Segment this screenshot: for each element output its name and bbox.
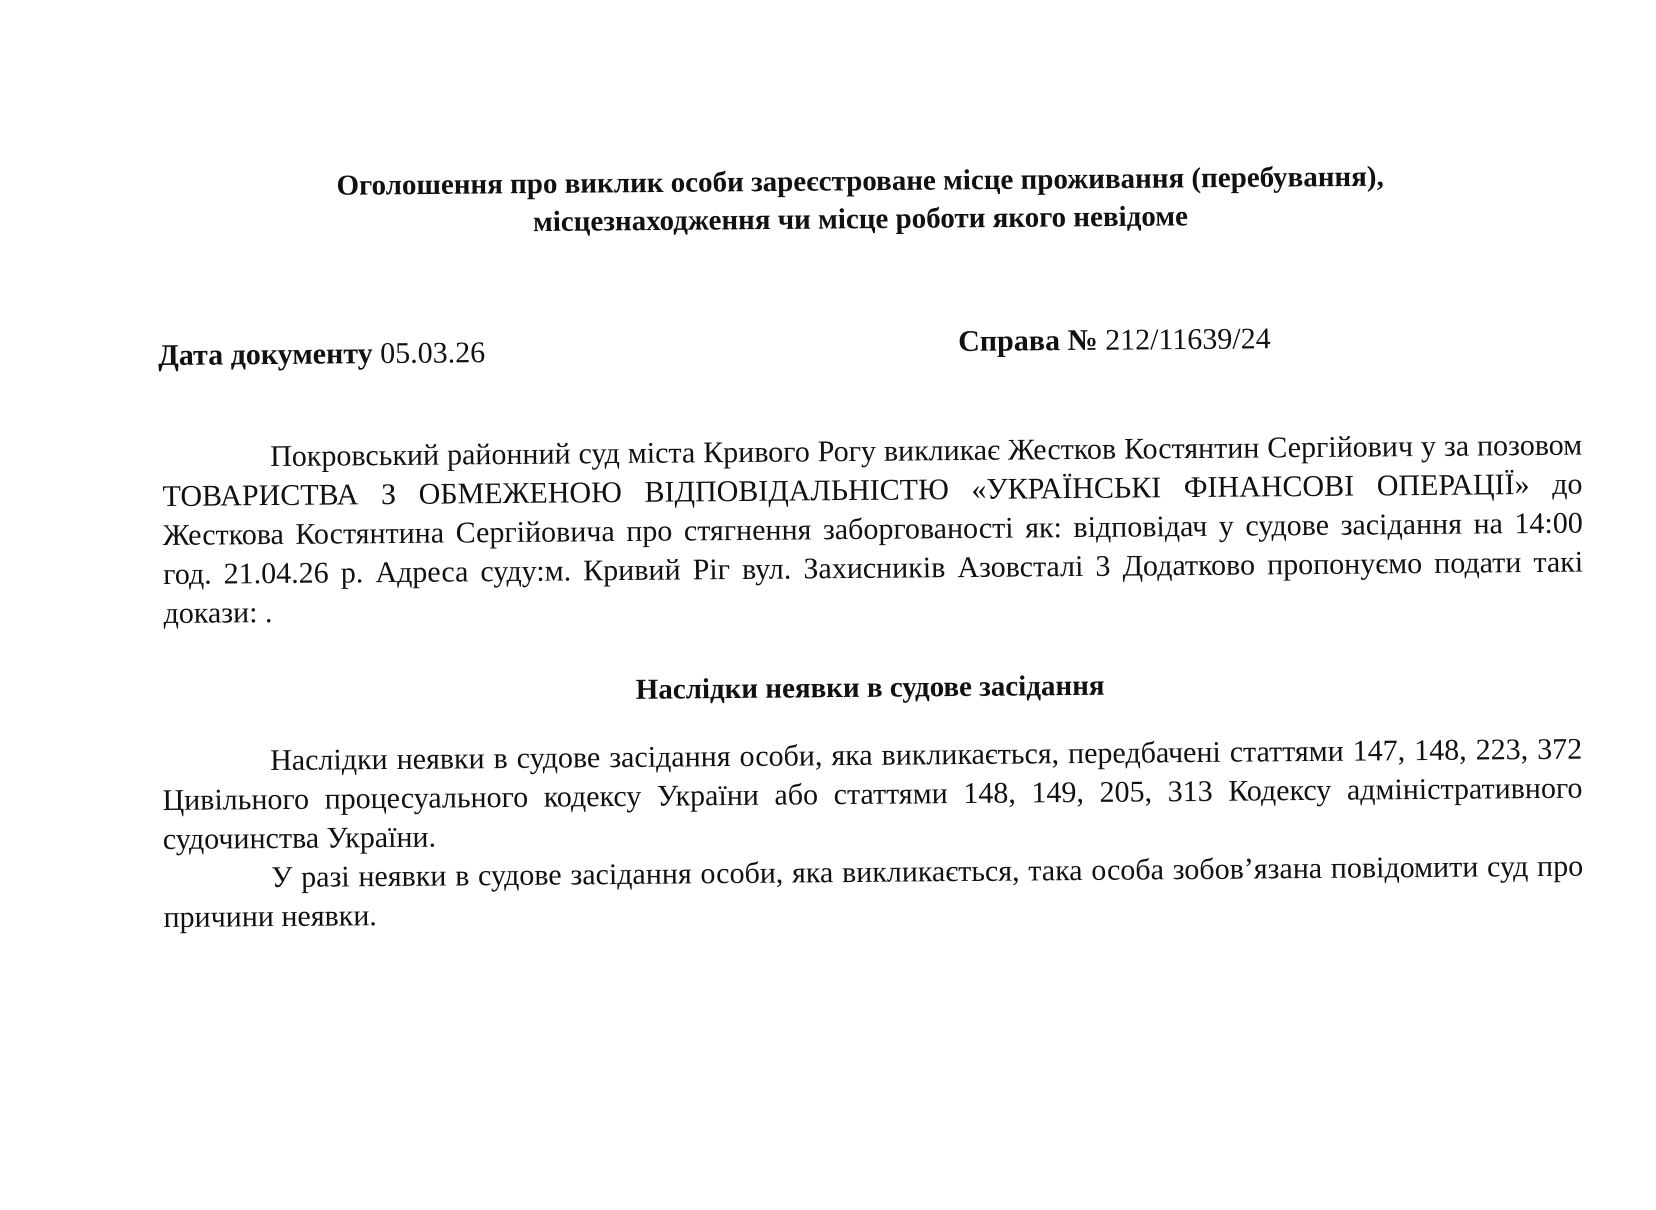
case-number: [958, 321, 1271, 360]
document-date-label: Дата документу: [158, 337, 373, 372]
case-number-value: 212/11639/24: [1104, 322, 1271, 357]
consequences-heading: Наслідки неявки в судове засідання: [635, 669, 1105, 706]
document-date: [158, 335, 485, 374]
consequences-paragraph-2: У разі неявки в судове засідання особи, яка викликається, така особа зобов’язана повідомити суд про причини неявки.: [163, 849, 1584, 934]
consequences-section: [162, 730, 1584, 937]
case-number-label: Справа №: [958, 323, 1098, 358]
consequences-paragraph-1: Наслідки неявки в судове засідання особи, яка викликається, передбачені статтями 147, 148, 223, 372 Цивільного процесуального кодексу України або статтями 148, 149, 205, 313 Кодексу адміністративного судочинства України.: [162, 732, 1583, 856]
document-title-line-1: Оголошення про виклик особи зареєстроване місце проживання (перебування),: [336, 160, 1384, 202]
document-title: [200, 156, 1521, 244]
document-date-value: 05.03.26: [379, 336, 486, 371]
document-title-line-2: місцезнаходження чи місце роботи якого невідоме: [532, 200, 1189, 239]
summons-paragraph: Покровський районний суд міста Кривого Рогу викликає Жестков Костянтин Сергійович у за позовом ТОВАРИСТВА З ОБМЕЖЕНОЮ ВІДПОВІДАЛЬНІСТЮ «УКРАЇНСЬКІ ФІНАНСОВІ ОПЕРАЦІЇ» до Жесткова Костянтина Сергійовича про стягнення заборгованості як: відповідач у судове засідання на 14:00 год. 21.04.26 р. Адреса суду:м. Кривий Ріг вул. Захисників Азовсталі 3 Додатково пропонуємо подати такі докази: .: [162, 428, 1584, 630]
